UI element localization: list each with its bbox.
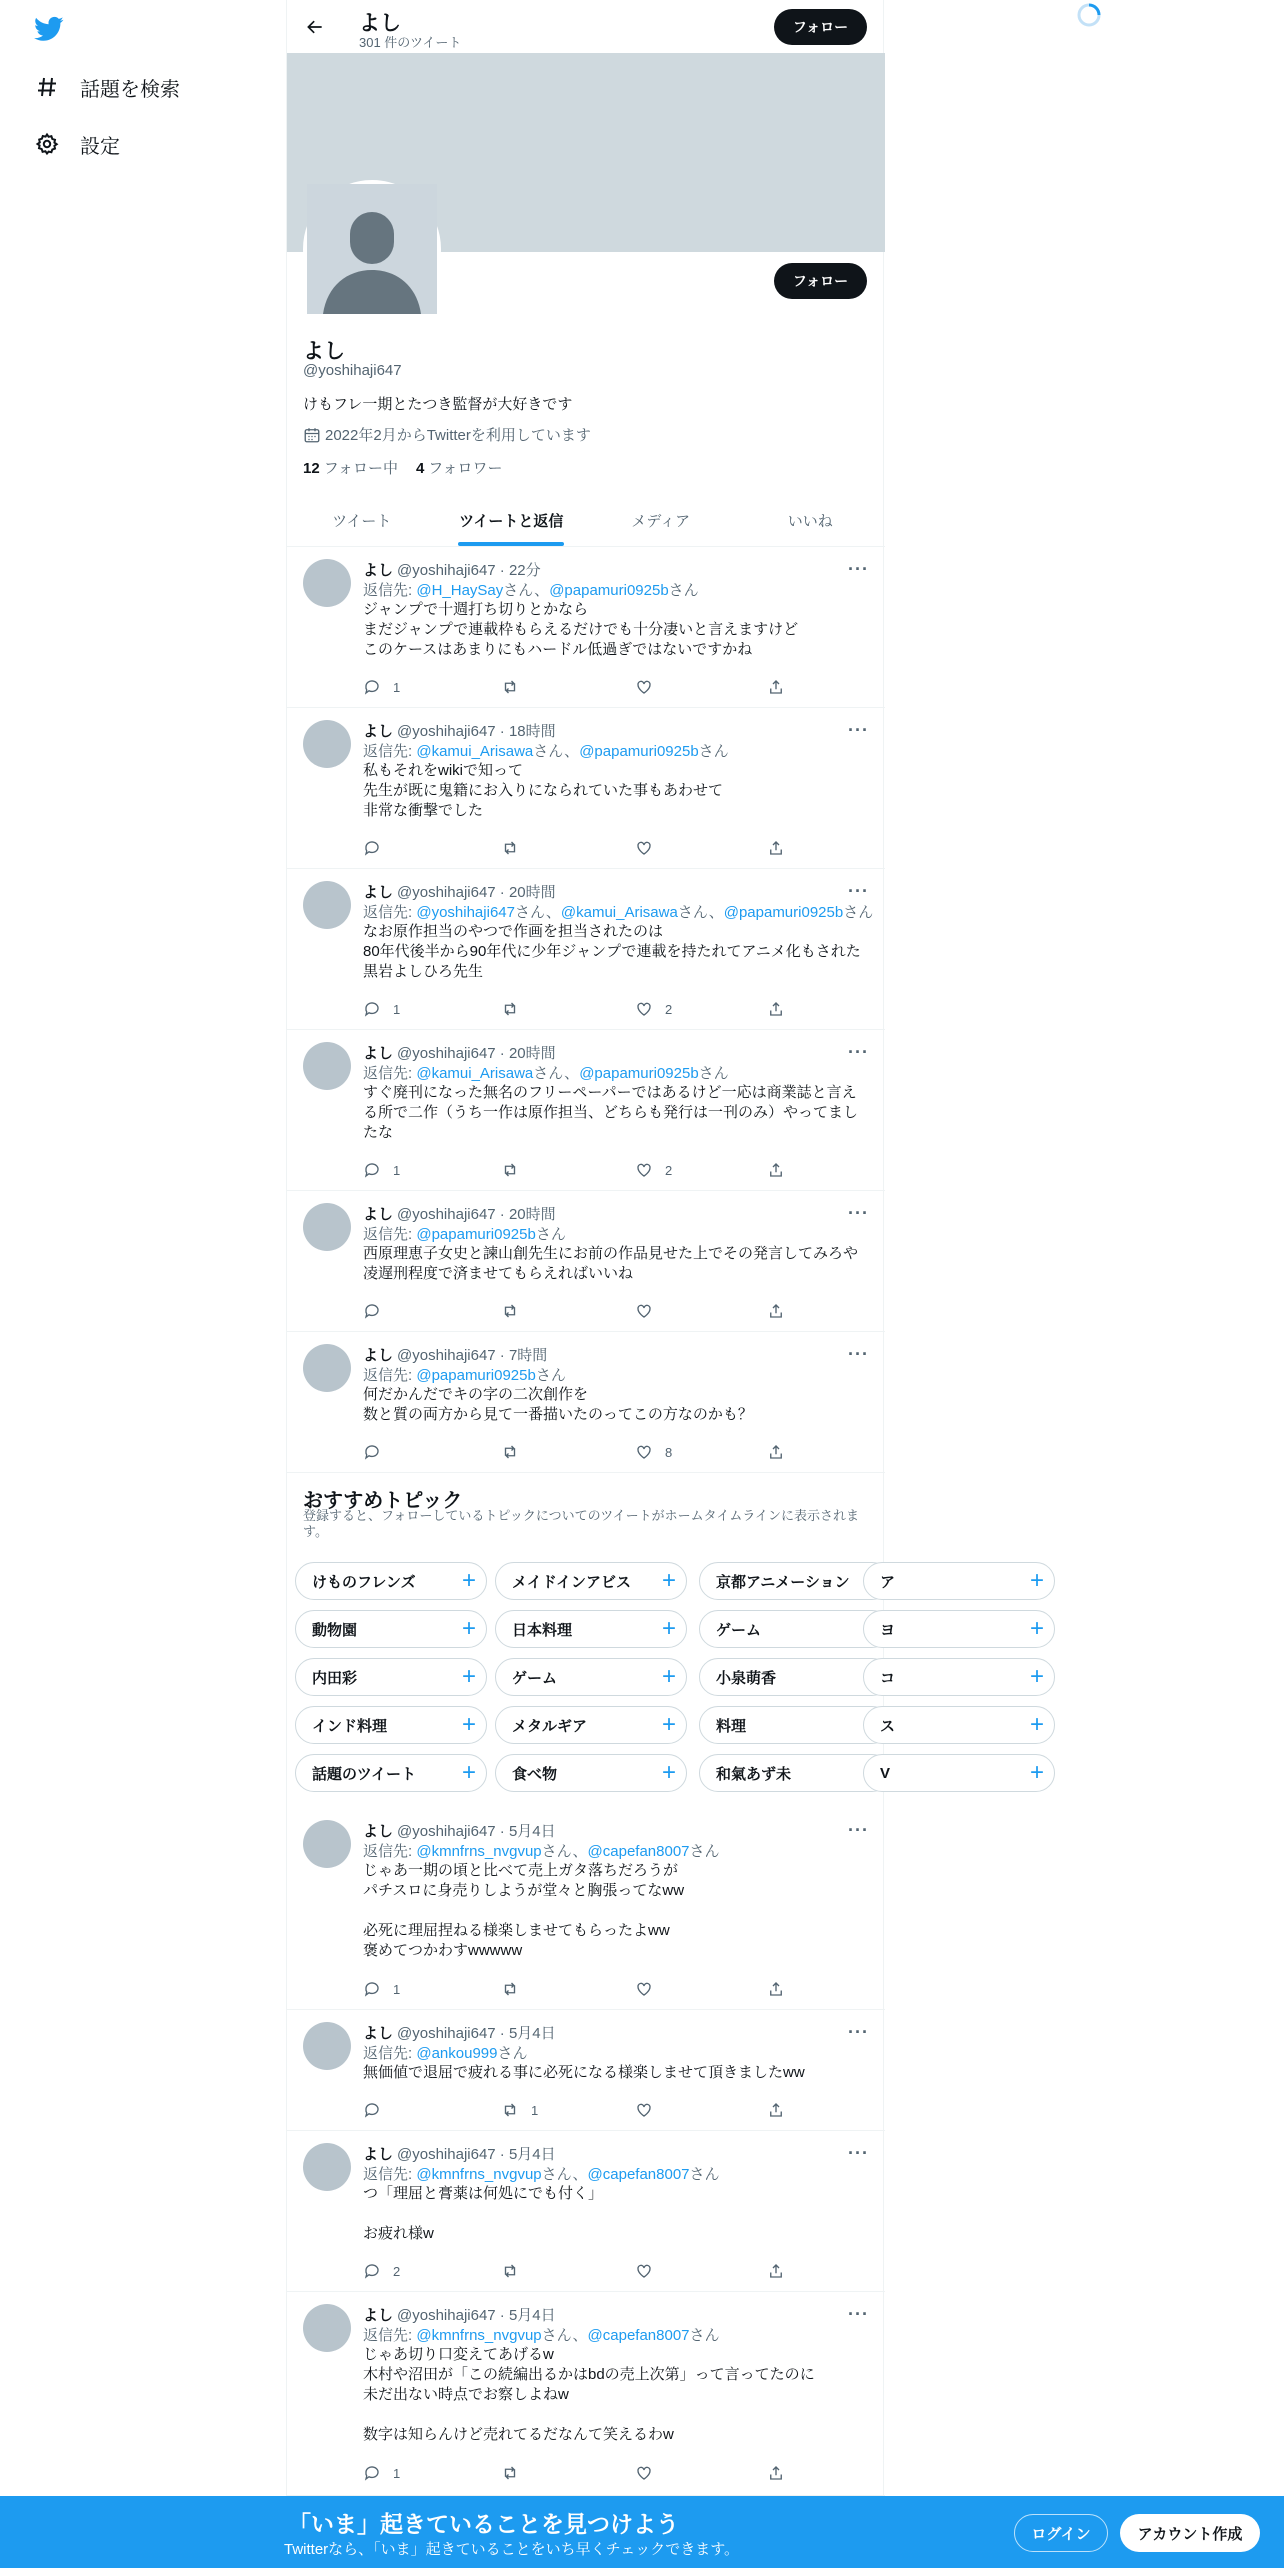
more-options-icon[interactable]: ··· (848, 1344, 869, 1364)
more-options-icon[interactable]: ··· (848, 559, 869, 579)
topic-label: インド料理 (312, 1717, 388, 1735)
like-icon (635, 678, 653, 696)
topic-chip[interactable] (863, 1754, 1055, 1792)
profile-bio: けもフレ一期とたつき監督が大好きです (303, 396, 573, 413)
topic-chip[interactable] (863, 1610, 1055, 1648)
retweet-button[interactable] (501, 2262, 531, 2280)
share-button[interactable] (767, 678, 797, 696)
like-icon (635, 1302, 653, 1320)
more-options-icon[interactable]: ··· (848, 2304, 869, 2324)
like-icon (635, 1980, 653, 1998)
topic-label: 京都アニメーション (716, 1573, 850, 1591)
topic-chip[interactable] (863, 1562, 1055, 1600)
retweet-icon (501, 1980, 519, 1998)
profile-name: よし (303, 340, 345, 363)
plus-icon[interactable]: + (661, 1711, 676, 1738)
topic-label: ゲーム (512, 1669, 558, 1687)
like-button[interactable] (635, 2101, 665, 2119)
more-options-icon[interactable]: ··· (848, 1042, 869, 1062)
tweet-header: よし @yoshihaji647 · 5月4日 (363, 2146, 556, 2163)
tweet-avatar[interactable] (303, 881, 351, 929)
tweet-header: よし @yoshihaji647 · 20時間 (363, 884, 556, 901)
topic-label: 料理 (716, 1717, 747, 1735)
topic-label: 食べ物 (512, 1765, 558, 1783)
reply-to: 返信先: @kmnfrns_nvgvupさん、@capefan8007さん (363, 2327, 720, 2344)
reply-button[interactable] (363, 1000, 400, 1018)
tweet[interactable] (287, 2292, 885, 2496)
tweet-text: 無価値で退屈で疲れる事に必死になる様楽しませて頂きましたww (363, 2064, 805, 2081)
tweet-avatar[interactable] (303, 559, 351, 607)
like-button[interactable] (635, 839, 665, 857)
tweet-header: よし @yoshihaji647 · 5月4日 (363, 1823, 556, 1840)
tweet-actions (363, 678, 789, 698)
share-icon (767, 1000, 785, 1018)
tweet[interactable] (287, 2010, 885, 2131)
tweet-header: よし @yoshihaji647 · 7時間 (363, 1347, 548, 1364)
like-icon (635, 1000, 653, 1018)
reply-mention[interactable]: @papamuri0925b (723, 904, 844, 921)
reply-button[interactable] (363, 2101, 393, 2119)
profile-column (286, 0, 1044, 2500)
tweet-text: 何だかんだでキの字の二次創作を 数と質の両方から見て一番描いたのってこの方なのかも？ (363, 1386, 753, 1423)
share-button[interactable] (767, 2262, 797, 2280)
retweet-button[interactable] (501, 1161, 531, 1179)
twitter-logo-icon[interactable] (32, 14, 66, 44)
retweet-icon (501, 1443, 519, 1461)
tweet-text: すぐ廃刊になった無名のフリーペーパーではあるけど一応は商業誌と言える所で二作（うち一作は原作担当、どちらも発行は一刊のみ）やってましたな (363, 1084, 859, 1141)
reply-mention[interactable]: @capefan8007 (587, 2166, 690, 2183)
calendar-icon (303, 426, 321, 444)
reply-mention[interactable]: @capefan8007 (587, 1843, 690, 1860)
share-icon (767, 2464, 785, 2482)
reply-icon (363, 1302, 381, 1320)
signup-button[interactable]: アカウント作成 (1120, 2514, 1260, 2552)
topic-label: ゲーム (716, 1621, 762, 1639)
share-icon (767, 1302, 785, 1320)
header-tweet-count: 301 件のツイート (359, 35, 462, 50)
retweet-button[interactable] (501, 1443, 531, 1461)
plus-icon[interactable]: + (1029, 1663, 1044, 1690)
nav-settings-label: 設定 (80, 135, 120, 158)
default-avatar-icon (307, 184, 437, 314)
tweet-actions (363, 1302, 789, 1322)
reply-icon (363, 678, 381, 696)
share-button[interactable] (767, 839, 797, 857)
like-icon (635, 1443, 653, 1461)
tweet-actions (363, 1161, 789, 1181)
topic-chip[interactable] (863, 1658, 1055, 1696)
reply-button[interactable] (363, 1443, 393, 1461)
share-icon (767, 2262, 785, 2280)
tweet[interactable] (287, 2131, 885, 2292)
share-icon (767, 839, 785, 857)
reply-mention[interactable]: @kamui_Arisawa (560, 904, 678, 921)
reply-icon (363, 2262, 381, 2280)
signup-banner-title: 「いま」起きていることを見つけよう (288, 2511, 679, 2537)
like-icon (635, 1161, 653, 1179)
retweet-button[interactable] (501, 2464, 531, 2482)
tweet-avatar[interactable] (303, 1820, 351, 1868)
tweet[interactable] (287, 869, 885, 1030)
tweet-header: よし @yoshihaji647 · 5月4日 (363, 2025, 556, 2042)
reply-to: 返信先: @H_HaySayさん、@papamuri0925bさん (363, 582, 699, 599)
topic-chip[interactable] (295, 1610, 487, 1648)
reply-icon (363, 1000, 381, 1018)
topic-label: 動物園 (312, 1621, 358, 1639)
like-icon (635, 2464, 653, 2482)
topic-chip[interactable] (295, 1562, 487, 1600)
tweet-text: 西原理恵子女史と諫山創先生にお前の作品見せた上でその発言してみろや 凌遅刑程度で済ませてもらえればいいね (363, 1245, 859, 1282)
reply-button[interactable] (363, 839, 393, 857)
share-button[interactable] (767, 1302, 797, 1320)
share-button[interactable] (767, 1980, 797, 1998)
share-icon (767, 1443, 785, 1461)
tweet-avatar[interactable] (303, 1203, 351, 1251)
reply-icon (363, 1443, 381, 1461)
gear-icon (34, 131, 60, 157)
tab-tweets[interactable]: ツイート (332, 512, 392, 530)
tweet-actions (363, 1980, 789, 2000)
reply-mention[interactable]: @papamuri0925b (416, 1367, 536, 1384)
tweet-header: よし @yoshihaji647 · 22分 (363, 562, 541, 579)
plus-icon[interactable]: + (1029, 1711, 1044, 1738)
topic-label: ス (880, 1717, 896, 1735)
reply-mention[interactable]: @papamuri0925b (416, 1226, 536, 1243)
reply-mention[interactable]: @papamuri0925b (549, 582, 669, 599)
reply-to: 返信先: @ankou999さん (363, 2045, 528, 2062)
share-button[interactable] (767, 1161, 797, 1179)
header-name: よし (359, 12, 401, 35)
retweet-icon (501, 1161, 519, 1179)
reply-count: 1 (393, 1162, 401, 1178)
tweet-text: 私もそれをwikiで知って 先生が既に鬼籍にお入りになられていた事もあわせて 非常な衝撃でした (363, 762, 724, 819)
topic-label: けものフレンズ (312, 1573, 416, 1591)
reply-to: 返信先: @kamui_Arisawaさん、@papamuri0925bさん (363, 743, 729, 760)
like-count: 2 (665, 1162, 673, 1178)
login-button[interactable]: ログイン (1014, 2514, 1108, 2552)
reply-button[interactable] (363, 2262, 400, 2280)
share-icon (767, 2101, 785, 2119)
share-icon (767, 1161, 785, 1179)
topics-title: おすすめトピック (303, 1490, 463, 1512)
tweet-header: よし @yoshihaji647 · 20時間 (363, 1206, 556, 1223)
reply-count: 1 (393, 1001, 401, 1017)
retweet-icon (501, 2464, 519, 2482)
topic-chip[interactable] (863, 1706, 1055, 1744)
like-icon (635, 2262, 653, 2280)
signup-banner (0, 2496, 1284, 2568)
profile-stats (303, 457, 503, 478)
reply-count: 2 (393, 2263, 401, 2279)
tweet-actions (363, 2464, 789, 2484)
nav-explore[interactable] (34, 67, 180, 107)
tweet[interactable] (287, 547, 885, 708)
tweet[interactable] (287, 708, 885, 869)
share-button[interactable] (767, 1000, 797, 1018)
topic-row (287, 1610, 1044, 1648)
retweet-button[interactable] (501, 2101, 538, 2119)
tweet-avatar[interactable] (303, 1042, 351, 1090)
tweet-header: よし @yoshihaji647 · 18時間 (363, 723, 556, 740)
topic-row (287, 1706, 1044, 1744)
topic-label: ヨ (880, 1621, 896, 1639)
like-button[interactable] (635, 2262, 665, 2280)
reply-count: 1 (393, 2465, 401, 2481)
share-icon (767, 1980, 785, 1998)
tab-tweets-and-replies[interactable]: ツイートと返信 (437, 494, 587, 546)
tweet[interactable] (287, 1808, 885, 2010)
plus-icon[interactable]: + (461, 1615, 476, 1642)
retweet-icon (501, 678, 519, 696)
following-link[interactable]: 12 フォロー中 (303, 460, 398, 477)
topic-label: V (880, 1764, 891, 1782)
topic-label: 小泉萌香 (716, 1669, 777, 1687)
loading-spinner-icon (1076, 2, 1102, 28)
reply-icon (363, 1161, 381, 1179)
plus-icon[interactable]: + (661, 1615, 676, 1642)
topic-label: 和氣あず未 (716, 1765, 792, 1783)
reply-button[interactable] (363, 2464, 400, 2482)
topic-label: 話題のツイート (312, 1765, 416, 1783)
back-button[interactable] (301, 13, 329, 41)
reply-mention[interactable]: @papamuri0925b (579, 743, 699, 760)
reply-button[interactable] (363, 1980, 400, 1998)
topic-chip[interactable] (295, 1706, 487, 1744)
retweet-icon (501, 2262, 519, 2280)
more-options-icon[interactable]: ··· (848, 2143, 869, 2163)
plus-icon[interactable]: + (461, 1711, 476, 1738)
nav-settings[interactable] (34, 124, 120, 164)
followers-link[interactable]: 4 フォロワー (415, 460, 503, 477)
like-count: 2 (665, 1001, 673, 1017)
reply-button[interactable] (363, 1161, 400, 1179)
reply-icon (363, 839, 381, 857)
retweet-icon (501, 2101, 519, 2119)
topic-label: 内田彩 (312, 1669, 358, 1687)
profile-header (287, 0, 885, 53)
reply-button[interactable] (363, 678, 400, 696)
like-button[interactable] (635, 678, 665, 696)
reply-mention[interactable]: @kmnfrns_nvgvup (416, 2166, 542, 2183)
like-count: 8 (665, 1444, 673, 1460)
more-options-icon[interactable]: ··· (848, 881, 869, 901)
signup-banner-subtitle: Twitterなら、「いま」起きていることをいち早くチェックできます。 (284, 2541, 740, 2558)
plus-icon[interactable]: + (1029, 1615, 1044, 1642)
topic-chip[interactable] (495, 1610, 687, 1648)
topic-chip[interactable] (295, 1658, 487, 1696)
retweet-icon (501, 839, 519, 857)
reply-to: 返信先: @yoshihaji647さん、@kamui_Arisawaさん、@papamuri0925bさん (363, 904, 874, 921)
reply-count: 1 (393, 679, 401, 695)
tweet-avatar[interactable] (303, 2304, 351, 2352)
retweet-button[interactable] (501, 678, 531, 696)
topic-row (287, 1658, 1044, 1696)
like-button[interactable] (635, 1980, 665, 1998)
tweet-avatar[interactable] (303, 720, 351, 768)
arrow-left-icon (305, 17, 325, 37)
topic-label: メタルギア (512, 1717, 588, 1735)
more-options-icon[interactable]: ··· (848, 1203, 869, 1223)
share-button[interactable] (767, 2464, 797, 2482)
retweet-button[interactable] (501, 1302, 531, 1320)
reply-mention[interactable]: @yoshihaji647 (416, 904, 515, 921)
topic-label: コ (880, 1669, 896, 1687)
reply-mention[interactable]: @H_HaySay (416, 582, 504, 599)
topic-chip[interactable] (295, 1754, 487, 1792)
more-options-icon[interactable]: ··· (848, 2022, 869, 2042)
retweet-button[interactable] (501, 1000, 531, 1018)
tweet-text: じゃあ一期の頃と比べて売上ガタ落ちだろうが パチスロに身売りしようが堂々と胸張ってなww 必死に理屈捏ねる様楽しませてもらったよww 褒めてつかわすwwwww (363, 1862, 685, 1959)
reply-to: 返信先: @papamuri0925bさん (363, 1367, 566, 1384)
profile-avatar[interactable] (303, 180, 441, 318)
tweet[interactable] (287, 1332, 885, 1473)
plus-icon[interactable]: + (461, 1663, 476, 1690)
retweet-count: 1 (531, 2102, 539, 2118)
reply-to: 返信先: @kamui_Arisawaさん、@papamuri0925bさん (363, 1065, 729, 1082)
tweet-header: よし @yoshihaji647 · 20時間 (363, 1045, 556, 1062)
plus-icon[interactable]: + (461, 1567, 476, 1594)
like-button[interactable] (635, 1443, 672, 1461)
tweet-actions (363, 839, 789, 859)
like-button[interactable] (635, 1161, 672, 1179)
reply-mention[interactable]: @papamuri0925b (579, 1065, 699, 1082)
topic-chip[interactable] (495, 1754, 687, 1792)
reply-mention[interactable]: @kmnfrns_nvgvup (416, 1843, 542, 1860)
like-icon (635, 2101, 653, 2119)
tweet-text: じゃあ切り口変えてあげるw 木村や沼田が「この続編出るかはbdの売上次第」って言ってたのに 未だ出ない時点でお察しよねw 数字は知らんけど売れてるだなんて笑えるわw (363, 2346, 815, 2443)
topics-subtitle: 登録すると、フォローしているトピックについてのツイートがホームタイムラインに表示されます。 (303, 1508, 860, 1539)
tweet-actions (363, 2262, 789, 2282)
tab-likes[interactable]: いいね (787, 512, 833, 530)
topic-chip[interactable] (495, 1706, 687, 1744)
reply-to: 返信先: @papamuri0925bさん (363, 1226, 566, 1243)
topic-label: ア (880, 1573, 896, 1591)
tweet-avatar[interactable] (303, 2022, 351, 2070)
topic-row (287, 1754, 1044, 1792)
profile-handle: @yoshihaji647 (303, 362, 402, 379)
retweet-icon (501, 1000, 519, 1018)
tab-media[interactable]: メディア (631, 512, 691, 530)
retweet-button[interactable] (501, 1980, 531, 1998)
tweet-header: よし @yoshihaji647 · 5月4日 (363, 2307, 556, 2324)
tweet-actions (363, 1443, 789, 1463)
reply-to: 返信先: @kmnfrns_nvgvupさん、@capefan8007さん (363, 1843, 720, 1860)
plus-icon[interactable]: + (1029, 1567, 1044, 1594)
reply-icon (363, 2464, 381, 2482)
nav-explore-label: 話題を検索 (80, 78, 180, 101)
plus-icon[interactable]: + (1029, 1759, 1044, 1786)
topic-chip[interactable] (495, 1658, 687, 1696)
profile-follow-button[interactable]: フォロー (774, 263, 867, 299)
profile-joined: 2022年2月からTwitterを利用しています (303, 424, 591, 445)
reply-icon (363, 2101, 381, 2119)
topic-row (287, 1562, 1044, 1600)
reply-mention[interactable]: @capefan8007 (587, 2327, 690, 2344)
reply-count: 1 (393, 1981, 401, 1997)
like-button[interactable] (635, 1302, 665, 1320)
plus-icon[interactable]: + (661, 1567, 676, 1594)
tweet[interactable] (287, 1191, 885, 1332)
reply-icon (363, 1980, 381, 1998)
more-options-icon[interactable]: ··· (848, 1820, 869, 1840)
retweet-icon (501, 1302, 519, 1320)
share-icon (767, 678, 785, 696)
topic-label: メイドインアビス (512, 1573, 631, 1591)
retweet-button[interactable] (501, 839, 531, 857)
profile-tabs (287, 494, 885, 547)
tweet-text: なお原作担当のやつで作画を担当されたのは 80年代後半から90年代に少年ジャンプで連載を持たれてアニメ化もされた 黒岩よしひろ先生 (363, 923, 861, 980)
tweet[interactable] (287, 1030, 885, 1191)
tweet-actions (363, 1000, 789, 1020)
more-options-icon[interactable]: ··· (848, 720, 869, 740)
header-follow-button[interactable]: フォロー (774, 9, 867, 45)
reply-to: 返信先: @kmnfrns_nvgvupさん、@capefan8007さん (363, 2166, 720, 2183)
like-icon (635, 839, 653, 857)
reply-mention[interactable]: @kamui_Arisawa (416, 743, 534, 760)
reply-mention[interactable]: @kmnfrns_nvgvup (416, 2327, 542, 2344)
tweet-actions (363, 2101, 789, 2121)
topic-label: 日本料理 (512, 1621, 573, 1639)
reply-mention[interactable]: @ankou999 (416, 2045, 498, 2062)
like-button[interactable] (635, 2464, 665, 2482)
topic-chip[interactable] (495, 1562, 687, 1600)
plus-icon[interactable]: + (661, 1759, 676, 1786)
reply-mention[interactable]: @kamui_Arisawa (416, 1065, 534, 1082)
like-button[interactable] (635, 1000, 672, 1018)
hashtag-icon (34, 74, 60, 100)
tweet-avatar[interactable] (303, 2143, 351, 2191)
tweet-text: ジャンプで十週打ち切りとかなら まだジャンプで連載枠もらえるだけでも十分凄いと言えますけど このケースはあまりにもハードル低過ぎではないですかね (363, 601, 799, 658)
plus-icon[interactable]: + (661, 1663, 676, 1690)
share-button[interactable] (767, 2101, 797, 2119)
tweet-text: つ「理屈と膏薬は何処にでも付く」 お疲れ様w (363, 2185, 604, 2242)
reply-button[interactable] (363, 1302, 393, 1320)
share-button[interactable] (767, 1443, 797, 1461)
plus-icon[interactable]: + (461, 1759, 476, 1786)
tweet-avatar[interactable] (303, 1344, 351, 1392)
